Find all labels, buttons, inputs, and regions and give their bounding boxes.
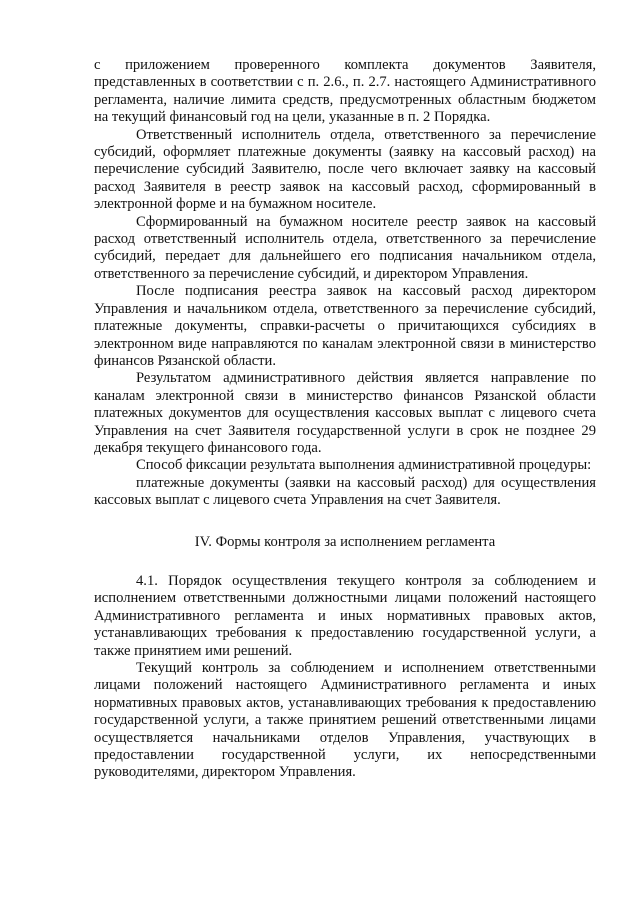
paragraph: Текущий контроль за соблюдением и исполнением ответственными лицами положений настоящего Административного регламента и иных нормативных правовых актов, устанавливающих требования к предоставлению государственной услуги, а также принятием решений ответственными лицами осуществляется начальниками отделов Управления, участвующих в предоставлении государственной услуги, их непосредственными руководителями, директором Управления. [94, 660, 596, 781]
paragraph: Ответственный исполнитель отдела, ответственного за перечисление субсидий, оформляет платежные документы (заявку на кассовый расход) на перечисление субсидий Заявителю, после чего включает заявку на кассовый расход Заявителя в реестр заявок на кассовый расход, сформированный в электронной форме и на бумажном носителе. [94, 126, 596, 213]
paragraph: 4.1. Порядок осуществления текущего контроля за соблюдением и исполнением ответственными должностными лицами положений настоящего Административного регламента и иных нормативных правовых актов, устанавливающих требования к предоставлению государственной услуги, а также принятием ими решений. [94, 572, 596, 659]
document-body [94, 57, 596, 782]
paragraph: платежные документы (заявки на кассовый расход) для осуществления кассовых выплат с лицевого счета Управления на счет Заявителя. [94, 474, 596, 509]
paragraph: с приложением проверенного комплекта документов Заявителя, представленных в соответствии с п. 2.6., п. 2.7. настоящего Административного регламента, наличие лимита средств, предусмотренных областным бюджетом на текущий финансовый год на цели, указанные в п. 2 Порядка. [94, 57, 596, 126]
section-heading: IV. Формы контроля за исполнением регламента [194, 533, 496, 550]
paragraph: Сформированный на бумажном носителе реестр заявок на кассовый расход ответственный исполнитель отдела, ответственного за перечисление субсидий, передает для дальнейшего его подписания начальником отдела, ответственного за перечисление субсидий, и директором Управления. [94, 213, 596, 282]
paragraph: Способ фиксации результата выполнения административной процедуры: [136, 457, 592, 474]
paragraph: После подписания реестра заявок на кассовый расход директором Управления и начальником отдела, ответственного за перечисление субсидий, платежные документы, справки-расчеты о причитающихся субсидиях в электронном виде направляются по каналам электронной связи в министерство финансов Рязанской области. [94, 283, 596, 369]
paragraph: Результатом административного действия является направление по каналам электронной связи в министерство финансов Рязанской области платежных документов для осуществления кассовых выплат с лицевого счета Управления на счет Заявителя государственной услуги в срок не позднее 29 декабря текущего финансового года. [94, 370, 596, 456]
